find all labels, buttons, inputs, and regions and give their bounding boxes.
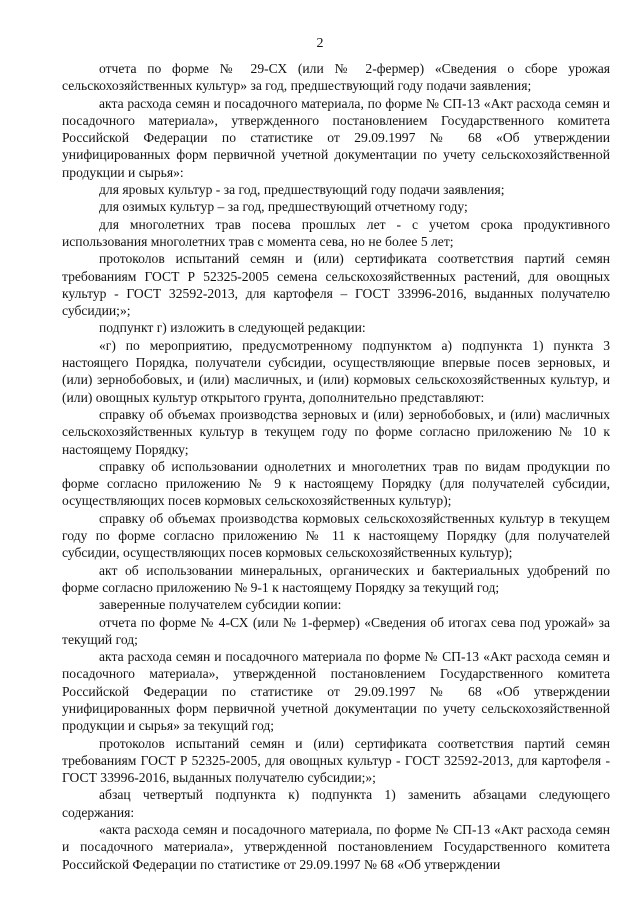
paragraph: акта расхода семян и посадочного материала, по форме № СП-13 «Акт расхода семян и посадочного материала», утвержденного постановлением Государственного комитета Российской Федерации по статистике от 29.09.1997 № 68 «Об утверждении унифицированных форм первичной учетной документации по учету сельскохозяйственной продукции и сырья»:	[62, 95, 610, 180]
paragraph: подпункт г) изложить в следующей редакции:	[99, 320, 366, 336]
document-body	[62, 60, 610, 873]
paragraph: для яровых культур - за год, предшествующий году подачи заявления;	[99, 182, 505, 198]
paragraph: отчета по форме № 29-СХ (или № 2-фермер) «Сведения о сборе урожая сельскохозяйственных культур» за год, предшествующий году подачи заявления;	[62, 61, 610, 94]
paragraph: для озимых культур – за год, предшествующий отчетному году;	[99, 199, 468, 215]
page-number: 2	[316, 36, 324, 51]
paragraph: справку об объемах производства кормовых сельскохозяйственных культур в текущем году по форме согласно приложению № 11 к настоящему Порядку (для получателей субсидии, осуществляющих посев кормовых сельскохозяйственных культур);	[62, 510, 610, 561]
paragraph: протоколов испытаний семян и (или) сертификата соответствия партий семян требованиям ГОСТ Р 52325-2005 семена сельскохозяйственных растений, для овощных культур - ГОСТ 32592-2013, для картофеля – ГОСТ 33996-2016, выданных получателю субсидии;»;	[62, 251, 610, 319]
paragraph: акт об использовании минеральных, органических и бактериальных удобрений по форме согласно приложению № 9-1 к настоящему Порядку за текущий год;	[62, 562, 610, 595]
paragraph: справку об объемах производства зерновых и (или) зернобобовых, и (или) масличных сельскохозяйственных культур в текущем году по форме согласно приложению № 10 к настоящему Порядку;	[62, 406, 610, 457]
paragraph: протоколов испытаний семян и (или) сертификата соответствия партий семян требованиям ГОСТ Р 52325-2005, для овощных культур - ГОСТ 32592-2013, для картофеля - ГОСТ 33996-2016, выданных получателю субсидии;»;	[62, 735, 610, 786]
paragraph: заверенные получателем субсидии копии:	[99, 597, 342, 613]
paragraph: отчета по форме № 4-СХ (или № 1-фермер) «Сведения об итогах сева под урожай» за текущий год;	[62, 614, 610, 647]
paragraph: для многолетних трав посева прошлых лет - с учетом срока продуктивного использования многолетних трав с момента сева, но не более 5 лет;	[62, 216, 610, 249]
paragraph: акта расхода семян и посадочного материала по форме № СП-13 «Акт расхода семян и посадочного материала», утвержденной постановлением Государственного комитета Российской Федерации по статистике от 29.09.1997 № 68 «Об утверждении унифицированных форм первичной учетной документации по учету сельскохозяйственной продукции и сырья» за текущий год;	[62, 649, 610, 734]
paragraph: «г) по мероприятию, предусмотренному подпунктом а) подпункта 1) пункта 3 настоящего Порядка, получатели субсидии, осуществляющие впервые посев зерновых, и (или) зернобобовых, и (или) масличных, и (или) кормовых сельскохозяйственных культур, и (или) овощных культур открытого грунта, дополнительно представляют:	[62, 337, 610, 405]
paragraph: «акта расхода семян и посадочного материала, по форме № СП-13 «Акт расхода семян и посадочного материала», утвержденной постановлением Государственного комитета Российской Федерации по статистике от 29.09.1997 № 68 «Об утверждении	[62, 822, 610, 872]
paragraph: справку об использовании однолетних и многолетних трав по видам продукции по форме согласно приложению № 9 к настоящему Порядку (для получателей субсидии, осуществляющих посев кормовых сельскохозяйственных культур);	[62, 458, 610, 509]
paragraph: абзац четвертый подпункта к) подпункта 1) заменить абзацами следующего содержания:	[62, 787, 610, 820]
